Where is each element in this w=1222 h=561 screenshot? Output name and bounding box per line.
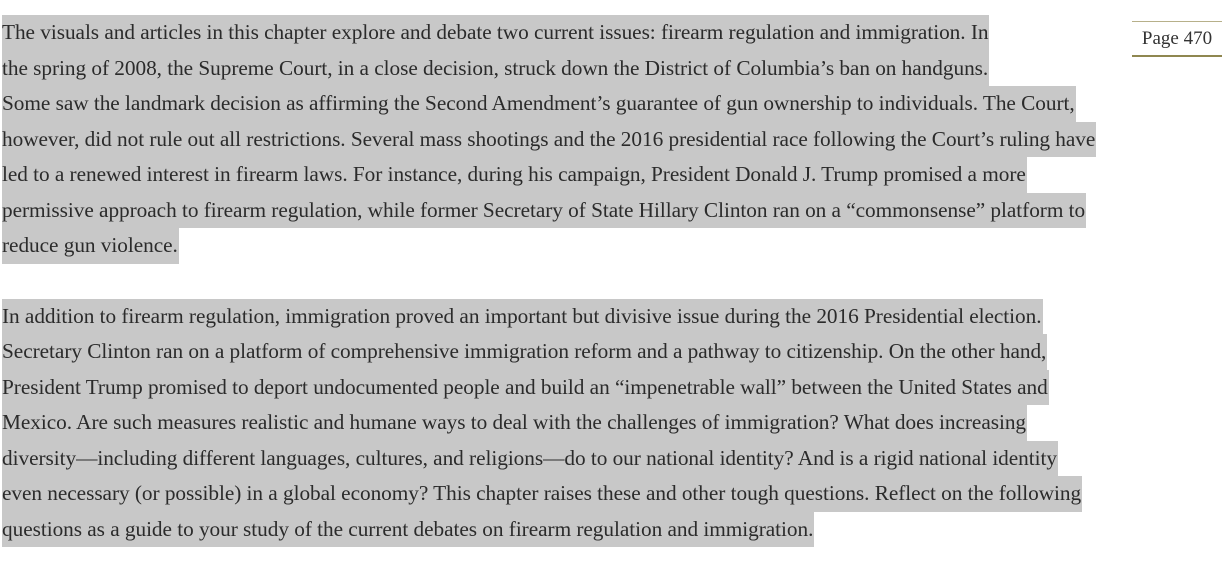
page-number-label: Page 470	[1132, 21, 1222, 57]
text-line	[2, 15, 1222, 51]
text-line	[2, 51, 1222, 87]
highlighted-text[interactable]: questions as a guide to your study of the current debates on firearm regulation and immigration.	[2, 512, 814, 548]
text-line	[2, 228, 1222, 264]
highlighted-text[interactable]: President Trump promised to deport undocumented people and build an “impenetrable wall” between the United States and	[2, 370, 1049, 406]
text-line	[2, 405, 1222, 441]
highlighted-text[interactable]: In addition to firearm regulation, immigration proved an important but divisive issue during the 2016 Presidential election.	[2, 299, 1043, 335]
highlighted-text[interactable]: permissive approach to firearm regulation, while former Secretary of State Hillary Clinton ran on a “commonsense” platform to	[2, 193, 1086, 229]
text-line	[2, 193, 1222, 229]
highlighted-text[interactable]: Mexico. Are such measures realistic and humane ways to deal with the challenges of immigration? What does increasing	[2, 405, 1027, 441]
highlighted-text[interactable]: Some saw the landmark decision as affirming the Second Amendment’s guarantee of gun ownership to individuals. The Court,	[2, 86, 1076, 122]
highlighted-text[interactable]: reduce gun violence.	[2, 228, 179, 264]
text-line	[2, 512, 1222, 548]
text-line	[2, 441, 1222, 477]
text-line	[2, 122, 1222, 158]
highlighted-text[interactable]: however, did not rule out all restrictions. Several mass shootings and the 2016 presidential race following the Court’s ruling have	[2, 122, 1096, 158]
text-line	[2, 334, 1222, 370]
reading-content	[2, 15, 1222, 547]
highlighted-text[interactable]: the spring of 2008, the Supreme Court, in a close decision, struck down the District of Columbia’s ban on handguns.	[2, 51, 989, 87]
text-line	[2, 299, 1222, 335]
paragraph-firearm-regulation	[2, 15, 1222, 264]
text-line	[2, 476, 1222, 512]
highlighted-text[interactable]: even necessary (or possible) in a global economy? This chapter raises these and other tough questions. Reflect on the following	[2, 476, 1082, 512]
highlighted-text[interactable]: diversity—including different languages, cultures, and religions—do to our national identity? And is a rigid national identity	[2, 441, 1058, 477]
highlighted-text[interactable]: The visuals and articles in this chapter explore and debate two current issues: firearm regulation and immigration. In	[2, 15, 989, 51]
text-line	[2, 157, 1222, 193]
highlighted-text[interactable]: led to a renewed interest in firearm laws. For instance, during his campaign, President Donald J. Trump promised a more	[2, 157, 1027, 193]
text-line	[2, 86, 1222, 122]
text-line	[2, 370, 1222, 406]
paragraph-immigration	[2, 299, 1222, 548]
highlighted-text[interactable]: Secretary Clinton ran on a platform of comprehensive immigration reform and a pathway to citizenship. On the other hand,	[2, 334, 1047, 370]
